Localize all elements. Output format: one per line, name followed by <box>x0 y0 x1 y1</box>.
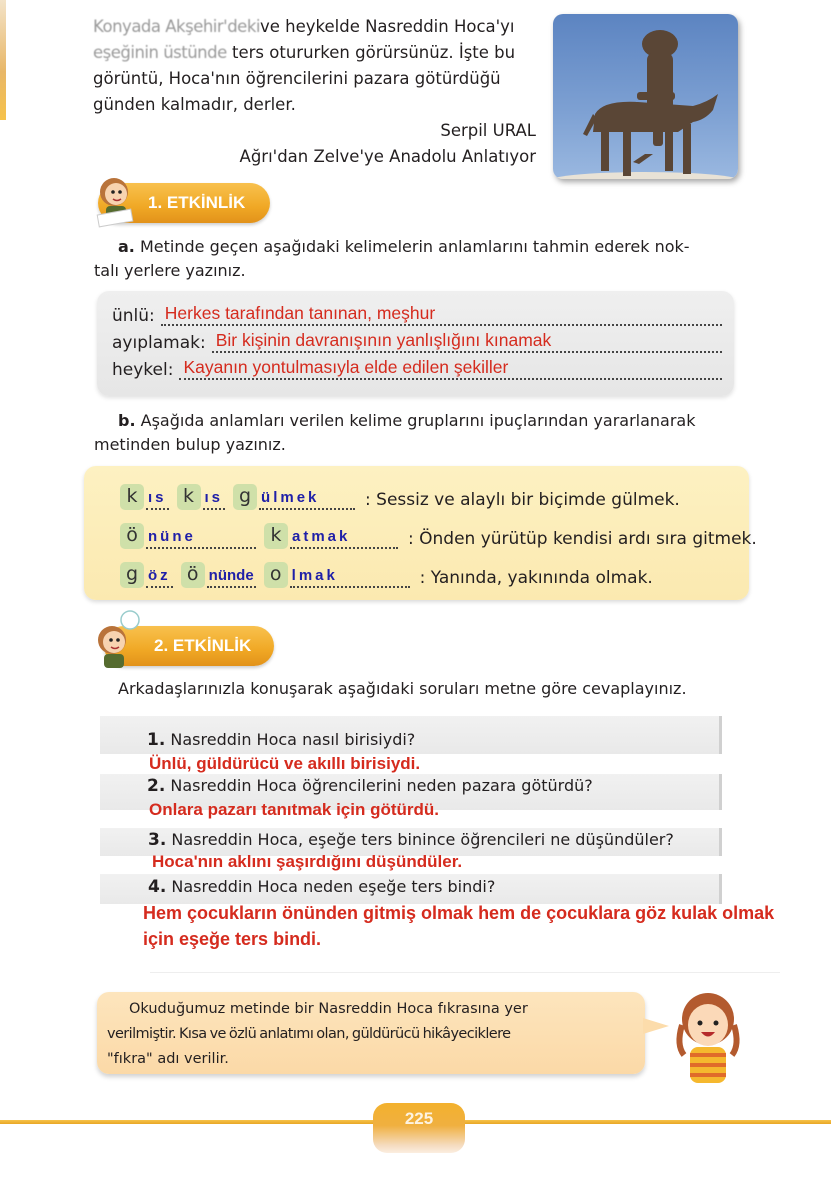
answer-4[interactable]: Hem çocukların önünden gitmiş olmak hem de çocuklara göz kulak olmak <box>143 903 775 923</box>
fill-field[interactable]: nünde <box>207 566 256 588</box>
fill-field[interactable]: atmak <box>290 527 398 549</box>
fill-field[interactable]: nüne <box>146 527 256 549</box>
answer-1[interactable]: Ünlü, güldürücü ve akıllı birisiydi. <box>149 754 421 773</box>
answer-field[interactable]: Herkes tarafından tanınan, meşhur <box>161 306 722 326</box>
word-group-row: k ıs k ıs g ülmek : Sessiz ve alaylı bir biçimde gülmek. <box>120 482 680 510</box>
speech-tail <box>643 1018 669 1034</box>
fill-field[interactable]: ülmek <box>259 488 355 510</box>
hint-letter: k <box>264 523 288 549</box>
girl-character-icon <box>668 985 748 1085</box>
answer-2[interactable]: Onlara pazarı tanıtmak için götürdü. <box>149 800 439 819</box>
hint-letter: ö <box>120 523 144 549</box>
answer-4-cont[interactable]: için eşeğe ters bindi. <box>143 929 322 949</box>
word-group-row: ö nüne k atmak : Önden yürütüp kendisi ardı sıra gitmek. <box>120 521 757 549</box>
definition-row: ayıplamak: Bir kişinin davranışının yanlışlığını kınamak <box>112 329 722 353</box>
part-a-instruction-cont: talı yerlere yazınız. <box>94 261 246 280</box>
activity-2-instruction: Arkadaşlarınızla konuşarak aşağıdaki soruları metne göre cevaplayınız. <box>118 679 687 698</box>
hint-letter: o <box>264 562 288 588</box>
source: Ağrı'dan Zelve'ye Anadolu Anlatıyor <box>239 147 536 166</box>
question-4: 4. Nasreddin Hoca neden eşeğe ters bindi? <box>148 877 496 897</box>
author: Serpil URAL <box>440 121 536 140</box>
girl-writing-icon <box>88 172 144 228</box>
statue-photo <box>553 14 738 179</box>
definition-row: heykel: Kayanın yontulmasıyla elde edilen şekiller <box>112 356 722 380</box>
fill-field[interactable]: lmak <box>290 566 410 588</box>
hint-letter: g <box>233 484 257 510</box>
activity-1-badge: 1. ETKİNLİK <box>98 183 270 223</box>
activity-2-badge: 2. ETKİNLİK <box>104 626 274 666</box>
part-b-instruction-cont: metinden bulup yazınız. <box>94 435 286 454</box>
part-a-instruction: a. Metinde geçen aşağıdaki kelimelerin anlamlarını tahmin ederek nok- <box>118 237 690 256</box>
fill-field[interactable]: öz <box>146 566 173 588</box>
hint-letter: k <box>177 484 201 510</box>
definition-row: ünlü: Herkes tarafından tanınan, meşhur <box>112 302 722 326</box>
answer-3[interactable]: Hoca'nın aklını şaşırdığını düşündüler. <box>152 852 463 871</box>
hint-letter: k <box>120 484 144 510</box>
answer-field[interactable]: Kayanın yontulmasıyla elde edilen şekiller <box>179 360 722 380</box>
divider <box>150 972 780 973</box>
answer-field[interactable]: Bir kişinin davranışının yanlışlığını kınamak <box>212 333 722 353</box>
page-number: 225 <box>373 1103 465 1153</box>
girl-speech-icon <box>90 610 146 670</box>
part-b-instruction: b. Aşağıda anlamları verilen kelime gruplarını ipuçlarından yararlanarak <box>118 411 696 430</box>
intro-passage: Konyada Akşehir'dekive heykelde Nasreddin Hoca'yı eşeğinin üstünde ters otururken görürsünüz. İşte bu görüntü, Hoca'nın öğrencilerini pazara götürdüğü günden kalmadır, derler. Serpil URAL Ağrı'dan Zelve'ye Anadolu Anlatıyor <box>93 14 536 170</box>
page-edge-decoration <box>0 0 6 120</box>
info-note: Okuduğumuz metinde bir Nasreddin Hoca fıkrasına yer verilmiştir. Kısa ve özlü anlatımı olan, güldürücü hikâyeciklere "fıkra" adı verilir. <box>97 992 645 1074</box>
hint-letter: ö <box>181 562 205 588</box>
question-2: 2. Nasreddin Hoca öğrencilerini neden pazara götürdü? <box>147 776 593 796</box>
fill-field[interactable]: ıs <box>203 488 226 510</box>
obscured-text: Konyada Akşehir'deki <box>93 17 260 36</box>
obscured-text: eşeğinin üstünde <box>93 43 227 62</box>
statue-image <box>553 14 738 179</box>
question-1: 1. Nasreddin Hoca nasıl birisiydi? <box>147 730 416 750</box>
question-3: 3. Nasreddin Hoca, eşeğe ters binince öğrencileri ne düşündüler? <box>148 830 674 850</box>
hint-letter: g <box>120 562 144 588</box>
word-group-row: g öz ö nünde o lmak : Yanında, yakınında olmak. <box>120 560 653 588</box>
fill-field[interactable]: ıs <box>146 488 169 510</box>
